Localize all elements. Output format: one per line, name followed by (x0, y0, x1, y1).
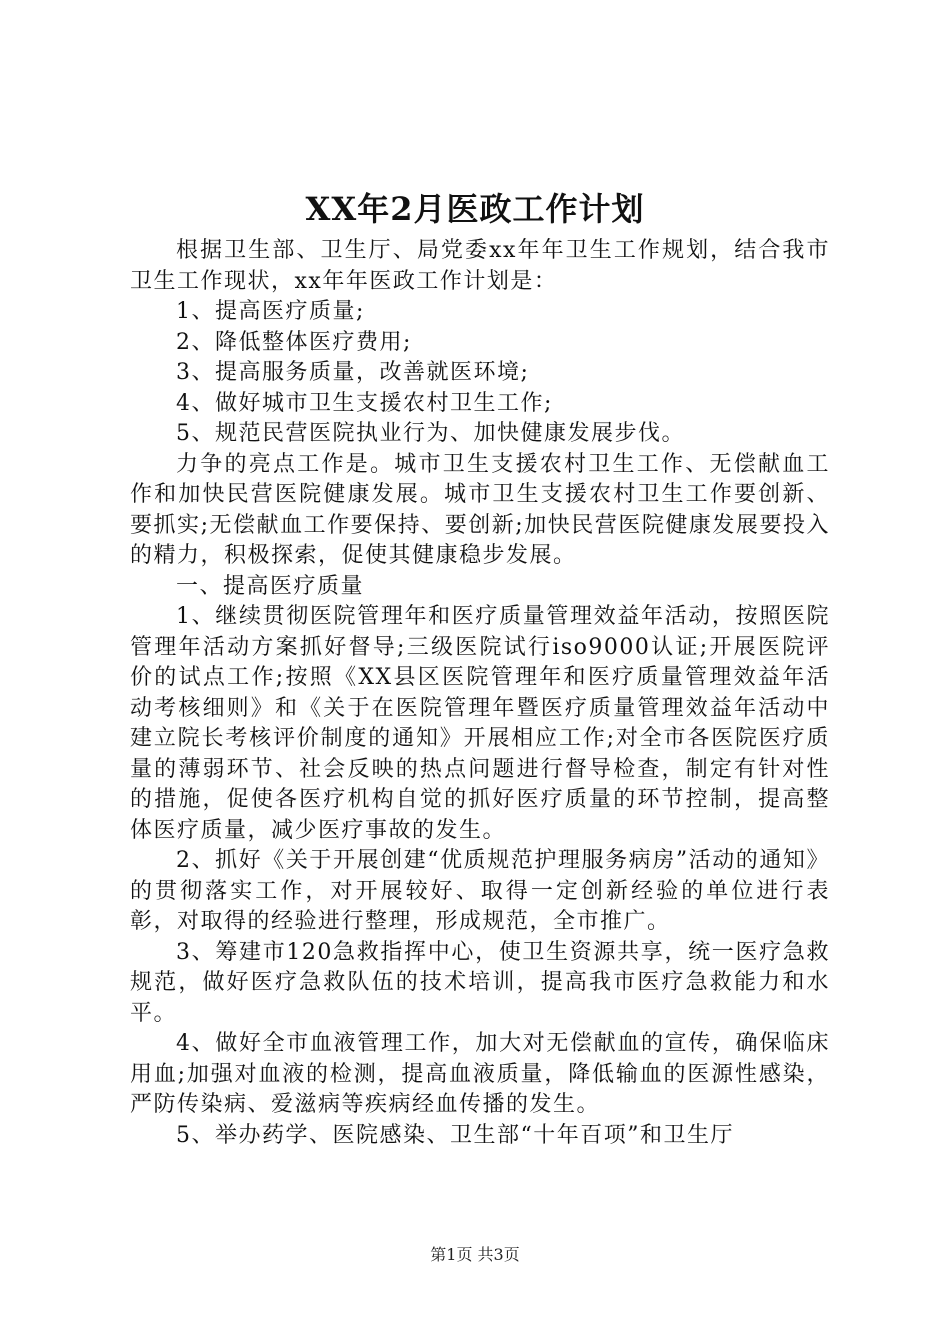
page-number-footer: 第1页 共3页 (430, 1245, 520, 1264)
section-1-item-3: 3、筹建市120急救指挥中心，使卫生资源共享，统一医疗急救规范，做好医疗急救队伍的技术培训，提高我市医疗急救能力和水平。 (130, 939, 830, 1026)
section-1-item-5: 5、举办药学、医院感染、卫生部“十年百项”和卫生厅 (176, 1122, 734, 1148)
document-title: XX年2月医政工作计划 (305, 190, 645, 228)
section-heading-1: 一、提高医疗质量 (176, 573, 365, 599)
document-body (130, 236, 830, 1151)
list-item-1: 1、提高医疗质量; (176, 299, 365, 324)
paragraph-highlights: 力争的亮点工作是。城市卫生支援农村卫生工作、无偿献血工作和加快民营医院健康发展。城市卫生支援农村卫生工作要创新、要抓实;无偿献血工作要保持、要创新;加快民营医院健康发展要投入的精力，积极探索，促使其健康稳步发展。 (130, 451, 830, 568)
list-item-2: 2、降低整体医疗费用; (176, 329, 412, 355)
list-item-3: 3、提高服务质量，改善就医环境; (176, 360, 530, 385)
section-1-item-1: 1、继续贯彻医院管理年和医疗质量管理效益年活动，按照医院管理年活动方案抓好督导;三级医院试行iso9000认证;开展医院评价的试点工作;按照《XX县区医院管理年和医疗质量管理效益年活动考核细则》和《关于在医院管理年暨医疗质量管理效益年活动中建立院长考核评价制度的通知》开展相应工作;对全市各医院医疗质量的薄弱环节、社会反映的热点问题进行督导检查，制定有针对性的措施，促使各医疗机构自觉的抓好医疗质量的环节控制，提高整体医疗质量，减少医疗事故的发生。 (130, 604, 830, 843)
section-1-item-2: 2、抓好《关于开展创建“优质规范护理服务病房”活动的通知》的贯彻落实工作，对开展较好、取得一定创新经验的单位进行表彰，对取得的经验进行整理，形成规范，全市推广。 (130, 848, 830, 934)
list-item-5: 5、规范民营医院执业行为、加快健康发展步伐。 (176, 421, 685, 446)
paragraph-intro: 根据卫生部、卫生厅、局党委xx年年卫生工作规划，结合我市卫生工作现状，xx年年医政工作计划是： (130, 238, 830, 294)
section-1-item-4: 4、做好全市血液管理工作，加大对无偿献血的宣传，确保临床用血;加强对血液的检测，提高血液质量，降低输血的医源性感染，严防传染病、爱滋病等疾病经血传播的发生。 (130, 1031, 830, 1117)
list-item-4: 4、做好城市卫生支援农村卫生工作; (176, 390, 553, 416)
